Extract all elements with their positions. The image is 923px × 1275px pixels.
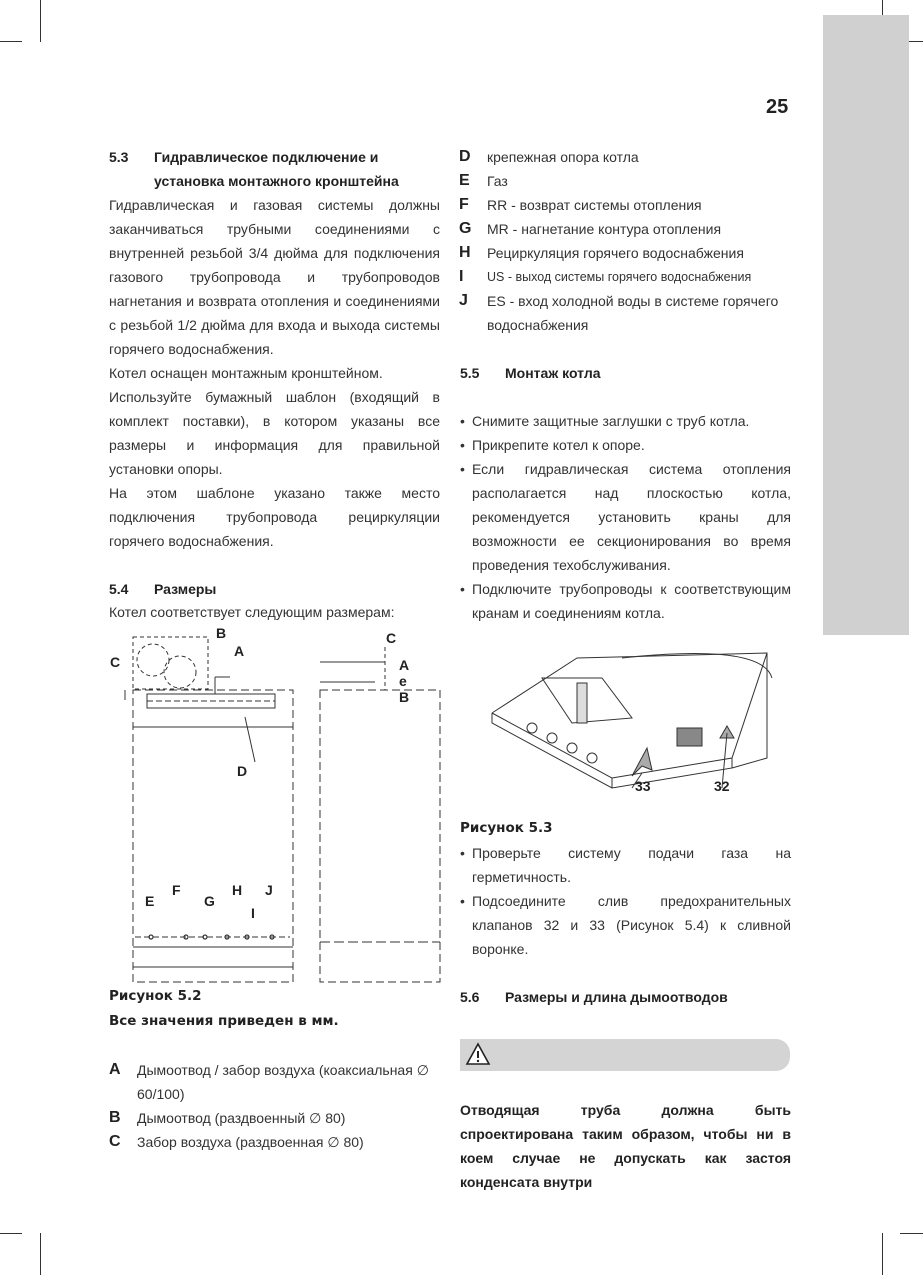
legend-text: Газ <box>487 173 508 189</box>
paragraph: Котел соответствует следующим размерам: <box>109 604 395 620</box>
bullet-item: • Подключите трубопроводы к соответствующим кранам и соединениям котла. <box>460 577 791 625</box>
chapter-tab <box>823 15 909 635</box>
legend-item <box>459 145 790 169</box>
legend-key: I <box>459 268 464 285</box>
legend-item <box>459 193 790 217</box>
legend-text: Дымоотвод (раздвоенный ∅ 80) <box>137 1110 346 1126</box>
legend-list <box>109 1058 440 1154</box>
crop-mark <box>40 1233 41 1275</box>
legend-item <box>109 1130 440 1154</box>
bullet-text: Прикрепите котел к опоре. <box>472 437 645 453</box>
bullet-text: Проверьте систему подачи газа на герметичность. <box>472 845 791 885</box>
section-number: 5.4 <box>109 581 129 597</box>
section-title: Монтаж котла <box>505 365 601 381</box>
legend-key: D <box>459 148 471 165</box>
legend-item <box>109 1106 440 1130</box>
legend-item <box>459 241 790 265</box>
legend-text: MR - нагнетание контура отопления <box>487 221 722 237</box>
label-g: G <box>204 893 215 909</box>
figure-note: Все значения приведен в мм. <box>109 1013 339 1029</box>
legend-text: Забор воздуха (раздвоенная ∅ 80) <box>137 1134 364 1150</box>
crop-mark <box>882 1233 883 1275</box>
legend-text: RR - возврат системы отопления <box>487 197 702 213</box>
label-e: E <box>145 893 155 909</box>
paragraph: На этом шаблоне указано также место подключения трубопровода рециркуляции горячего водоснабжения. <box>109 485 440 549</box>
section-title: Размеры <box>154 581 217 597</box>
section-5-4-heading <box>109 577 216 601</box>
section-title: установка монтажного кронштейна <box>154 173 399 189</box>
bullet-text: Подключите трубопроводы к соответствующим кранам и соединениям котла. <box>472 581 791 621</box>
label-c: C <box>110 654 121 670</box>
bullet-text: Снимите защитные заглушки с труб котла. <box>472 413 750 429</box>
bullet-item: • Подсоедините слив предохранительных клапанов 32 и 33 (Рисунок 5.4) к сливной воронке. <box>460 889 791 961</box>
section-title: Размеры и длина дымоотводов <box>505 989 728 1005</box>
section-5-3-heading <box>109 145 399 193</box>
bullet-list <box>460 841 791 961</box>
crop-mark <box>900 1233 923 1234</box>
legend-text: Рециркуляция горячего водоснабжения <box>487 245 744 261</box>
legend-key: J <box>459 292 468 309</box>
bullet-item: • Если гидравлическая система отопления располагается над плоскостью котла, рекомендуется установить краны для возможности ее секционирования во время проведения техобслуживания. <box>460 457 791 577</box>
section-number: 5.3 <box>109 149 129 165</box>
legend-text: ES - вход холодной воды в системе горячего водоснабжения <box>487 293 779 333</box>
paragraph: Используйте бумажный шаблон (входящий в комплект поставки), в котором указаны все размеры и информация для правильной установки опоры. <box>109 389 440 477</box>
legend-item <box>459 265 790 289</box>
page-number: 25 <box>766 96 789 118</box>
legend-item <box>459 169 790 193</box>
legend-item <box>459 289 790 337</box>
label-a-e-b: A e B <box>399 657 410 705</box>
paragraph: Котел оснащен монтажным кронштейном. <box>109 365 383 381</box>
label-i: I <box>251 905 255 921</box>
section-number: 5.5 <box>460 365 480 381</box>
legend-key: A <box>109 1061 121 1078</box>
label-d: D <box>237 763 248 779</box>
bullet-text: Подсоедините слив предохранительных клапанов 32 и 33 (Рисунок 5.4) к сливной воронке. <box>472 893 791 957</box>
legend-list <box>459 145 790 337</box>
bullet-item: • Снимите защитные заглушки с труб котла. <box>460 409 791 433</box>
figure-caption: Рисунок 5.2 <box>109 988 202 1004</box>
figure-caption: Рисунок 5.3 <box>460 820 553 836</box>
label-a: A <box>234 643 245 659</box>
legend-key: H <box>459 244 471 261</box>
warning-triangle-icon <box>465 1042 491 1066</box>
crop-mark <box>0 1233 22 1234</box>
section-5-6-heading <box>460 985 728 1009</box>
section-number: 5.6 <box>460 989 480 1005</box>
label-32: 32 <box>714 778 730 794</box>
bullet-item: • Проверьте систему подачи газа на герметичность. <box>460 841 791 889</box>
legend-item <box>109 1058 440 1106</box>
legend-text: крепежная опора котла <box>487 149 639 165</box>
label-c-side: C <box>386 630 397 646</box>
legend-text: Дымоотвод / забор воздуха (коаксиальная ∅ 60/100) <box>137 1062 429 1102</box>
legend-key: C <box>109 1133 121 1150</box>
crop-mark <box>40 0 41 42</box>
label-33: 33 <box>635 778 651 794</box>
legend-item <box>459 217 790 241</box>
legend-key: B <box>109 1109 121 1126</box>
bullet-item: • Прикрепите котел к опоре. <box>460 433 791 457</box>
legend-key: E <box>459 172 470 189</box>
label-b: B <box>216 625 227 641</box>
legend-key: G <box>459 220 472 237</box>
legend-text: US - выход системы горячего водоснабжения <box>487 270 752 284</box>
warning-text: Отводящая труба должна быть спроектирована таким образом, чтобы ни в коем случае не допускать как застоя конденсата внутри <box>460 1102 791 1190</box>
crop-mark <box>0 41 22 42</box>
legend-key: F <box>459 196 469 213</box>
label-h: H <box>232 882 243 898</box>
warning-bar <box>460 1039 790 1071</box>
bullet-list <box>460 409 791 625</box>
paragraph: Гидравлическая и газовая системы должны заканчиваться трубными соединениями с внутренней резьбой 3/4 дюйма для подключения газового трубопровода и трубопроводов нагнетания и возврата отопления и соединениями с резьбой 1/2 дюйма для входа и выхода системы горячего водоснабжения. <box>109 197 440 357</box>
label-j: J <box>265 882 273 898</box>
boiler-bottom-illustration <box>482 638 782 798</box>
section-title: Гидравлическое подключение и <box>154 149 379 165</box>
bullet-text: Если гидравлическая система отопления располагается над плоскостью котла, рекомендуется установить краны для возможности ее секционирования во время проведения техобслуживания. <box>472 461 791 573</box>
label-f: F <box>172 882 181 898</box>
section-5-5-heading <box>460 361 601 385</box>
